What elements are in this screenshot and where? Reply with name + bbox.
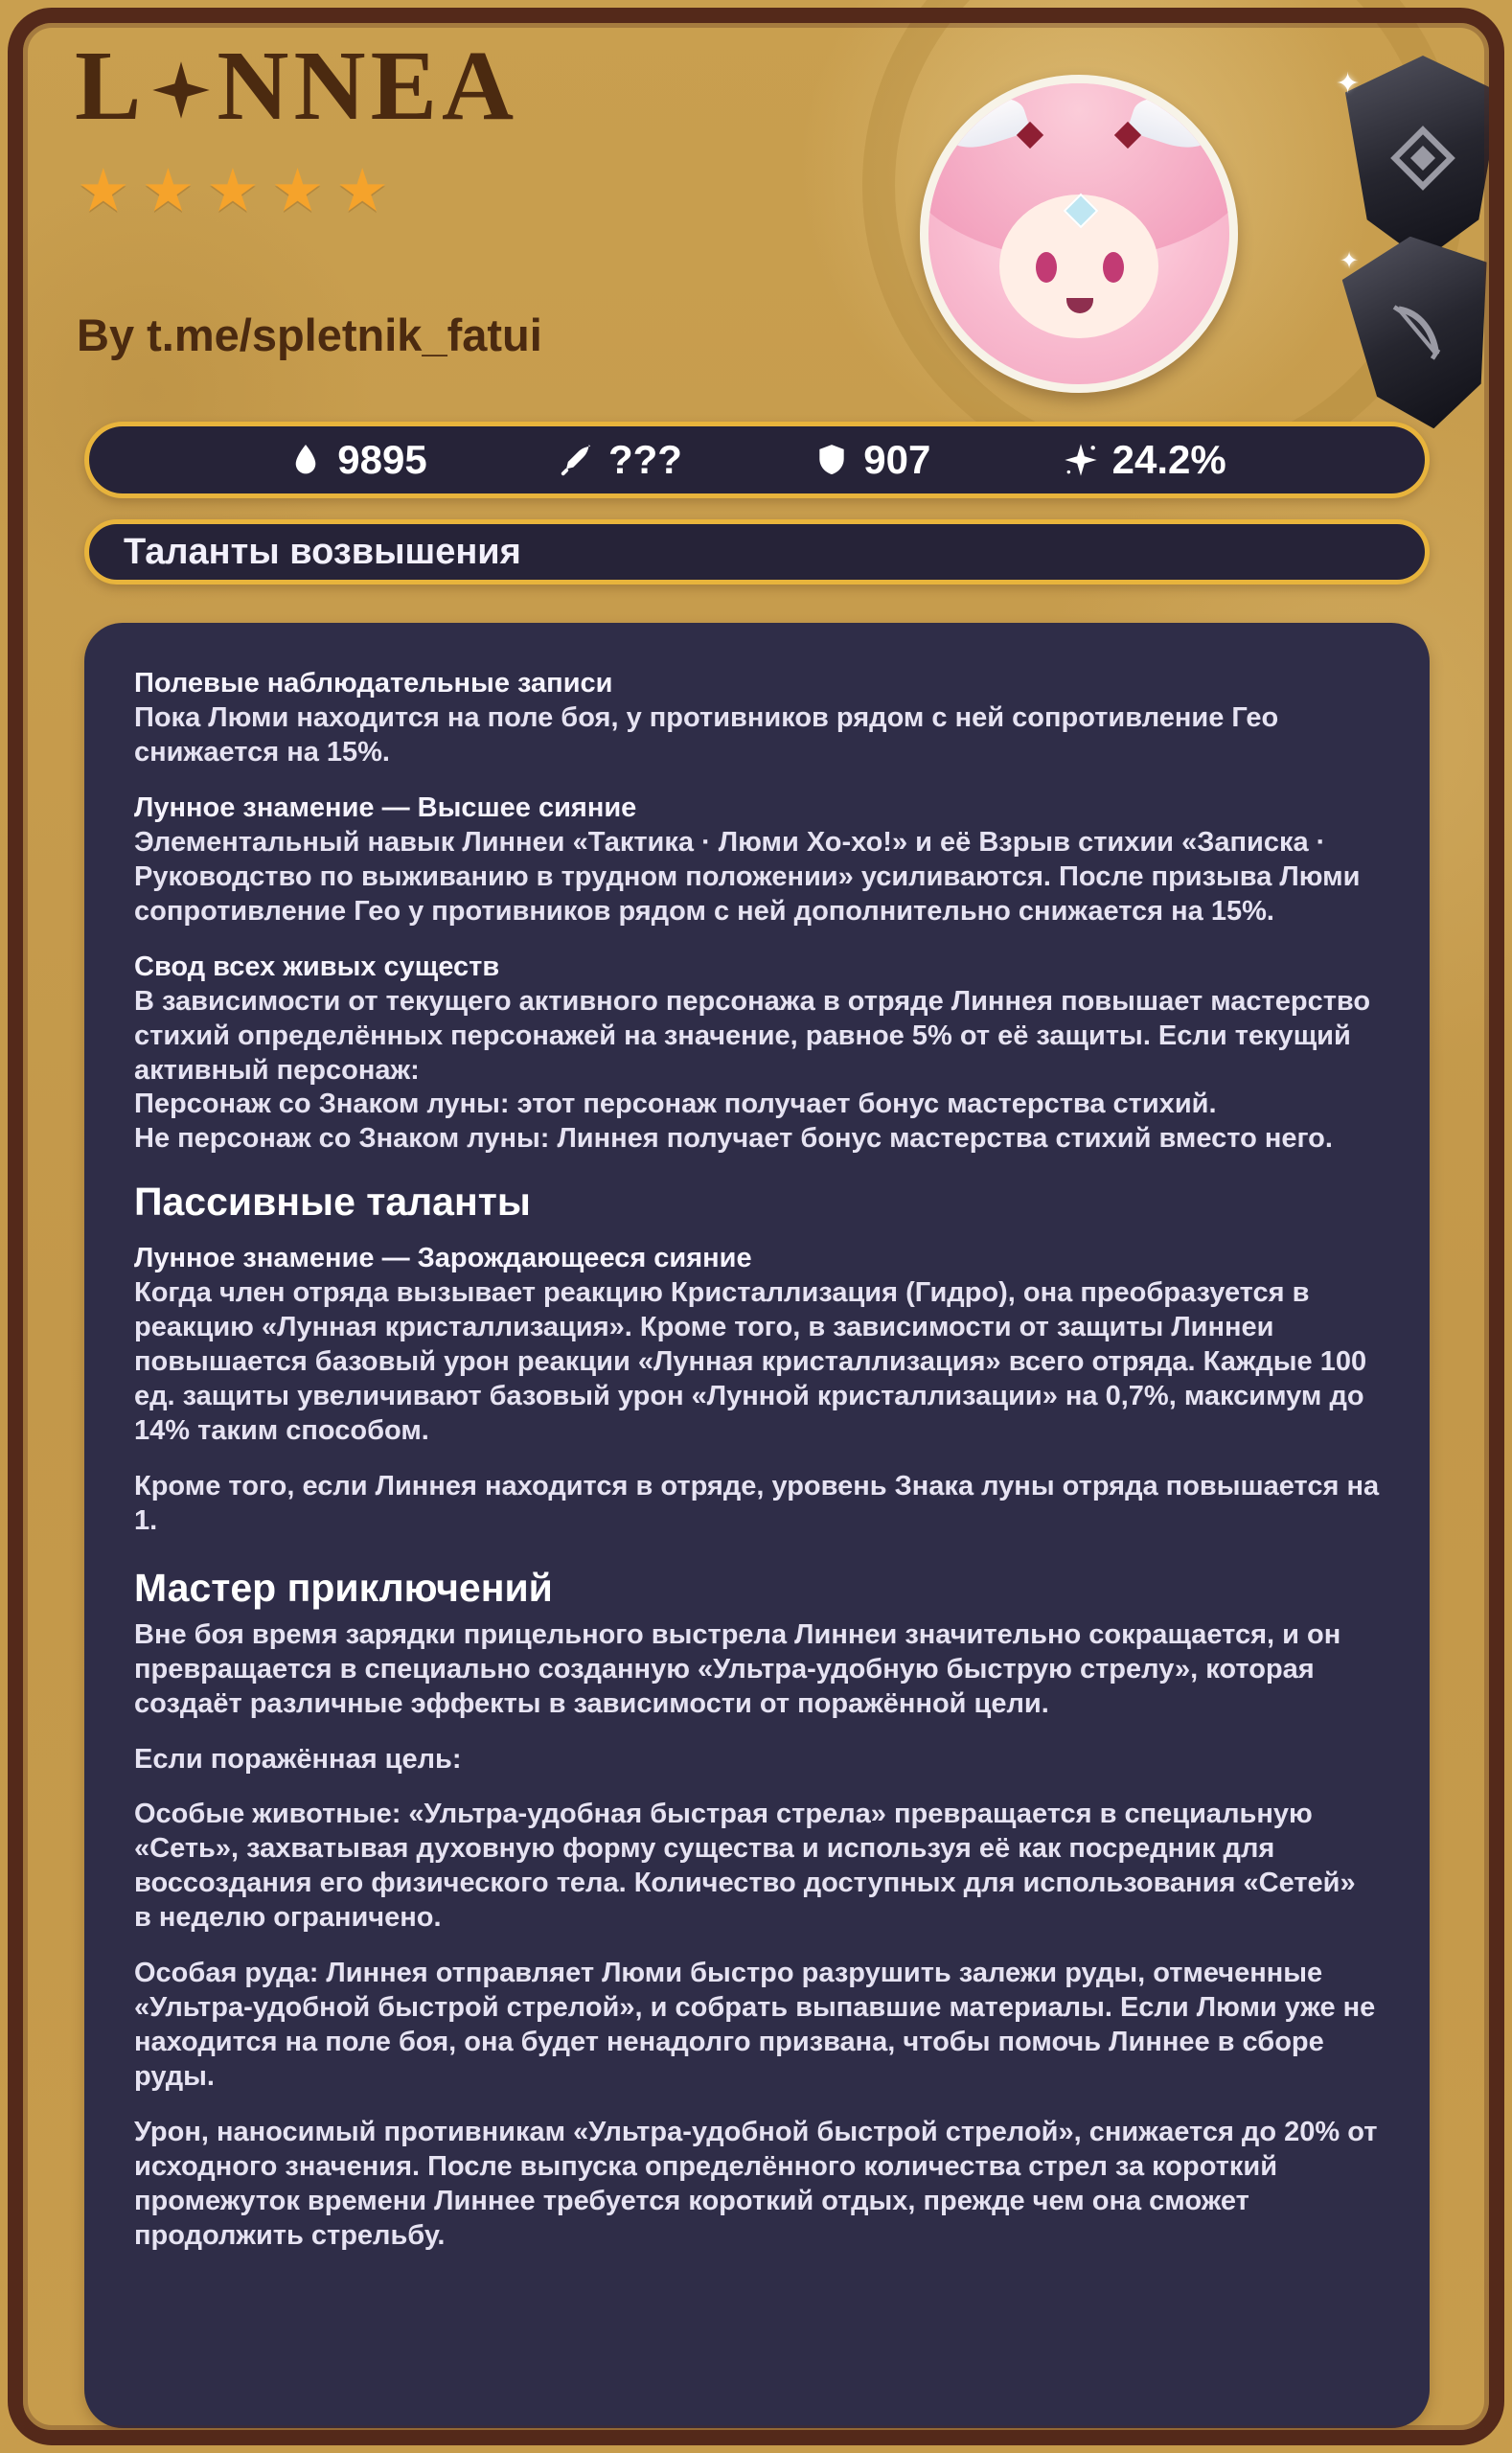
bow-weapon-icon bbox=[1384, 294, 1460, 371]
shield-icon bbox=[813, 442, 850, 478]
talent-block-codex bbox=[134, 951, 1380, 1158]
talent-title: Лунное знамение — Зарождающееся сияние bbox=[134, 1243, 752, 1274]
ascension-talents-label: Таланты возвышения bbox=[124, 531, 521, 572]
rarity-stars: ★★★★★ bbox=[77, 158, 401, 224]
talent-body: Если поражённая цель: bbox=[134, 1743, 462, 1775]
character-name-title bbox=[75, 29, 518, 143]
droplet-icon bbox=[287, 442, 324, 478]
talent-block-lunar-sign-nascent bbox=[134, 1242, 1380, 1449]
talent-block-moonsign-bonus bbox=[134, 1470, 1380, 1539]
talent-body-line: Персонаж со Знаком луны: этот персонаж получает бонус мастерства стихий. bbox=[134, 1089, 1217, 1120]
stat-crit-value: 24.2% bbox=[1111, 437, 1226, 482]
stats-bar bbox=[84, 422, 1430, 498]
talent-block-target-intro bbox=[134, 1743, 1380, 1777]
talent-block-special-ore bbox=[134, 1957, 1380, 2095]
talent-body-line: Не персонаж со Знаком луны: Линнея получает бонус мастерства стихий вместо него. bbox=[134, 1123, 1333, 1155]
talent-title: Полевые наблюдательные записи bbox=[134, 668, 613, 699]
stat-def-value: 907 bbox=[863, 437, 931, 482]
talent-block-lunar-sign-highest bbox=[134, 791, 1380, 929]
talent-block-aimed-shot bbox=[134, 1618, 1380, 1722]
talent-body: Особая руда: Линнея отправляет Люми быстро разрушить залежи руды, отмеченные «Ультра-удобной быстрой стрелой», и собрать выпавшие материалы. Если Люми уже не находится на поле боя, она будет ненадолго призвана, чтобы помочь Линнее в сборе руды. bbox=[134, 1958, 1376, 2093]
stat-crit bbox=[1063, 437, 1226, 483]
avatar-eye bbox=[1103, 252, 1124, 283]
talent-body: Особые животные: «Ультра-удобная быстрая стрела» превращается в специальную «Сеть», захватывая духовную форму существа и используя её как посредник для воссоздания его физического тела. Количество доступных для использования «Сетей» в неделю ограничено. bbox=[134, 1799, 1356, 1934]
geo-element-icon bbox=[1386, 121, 1460, 195]
talent-block-damage-note bbox=[134, 2116, 1380, 2254]
title-right-text: NNEA bbox=[217, 31, 519, 141]
talent-title: Лунное знамение — Высшее сияние bbox=[134, 791, 637, 823]
talent-body: В зависимости от текущего активного персонажа в отряде Линнея повышает мастерство стихий определённых персонажей на значение, равное 5% от её защиты. Если текущий активный персонаж: bbox=[134, 985, 1371, 1086]
four-point-star-icon bbox=[149, 58, 213, 122]
talent-body: Когда член отряда вызывает реакцию Кристаллизация (Гидро), она преобразуется в реакцию «Лунная кристаллизация». Кроме того, в зависимости от защиты Линнеи повышается базовый урон реакции «Лунная кристаллизация» всего отряда. Каждые 100 ед. защиты увеличивают базовый урон «Лунной кристаллизации» на 0,7%, максимум до 14% таким способом. bbox=[134, 1277, 1367, 1446]
talent-title: Свод всех живых существ bbox=[134, 951, 500, 982]
avatar bbox=[920, 75, 1238, 393]
talent-body: Кроме того, если Линнея находится в отряде, уровень Знака луны отряда повышается на 1. bbox=[134, 1470, 1380, 1536]
ascension-talents-pill bbox=[84, 519, 1430, 585]
sparkle-icon: ✦ bbox=[1340, 248, 1360, 274]
talent-block-special-animals bbox=[134, 1798, 1380, 1936]
stat-def bbox=[813, 437, 930, 483]
stat-hp-value: 9895 bbox=[337, 437, 427, 482]
talent-body: Пока Люми находится на поле боя, у противников рядом с ней сопротивление Гео снижается на 15%. bbox=[134, 701, 1279, 768]
section-header-adventure-master: Мастер приключений bbox=[134, 1565, 553, 1610]
sparkle-icon: ✦ bbox=[1336, 68, 1361, 100]
section-header-passive-talents: Пассивные таланты bbox=[134, 1180, 531, 1225]
byline-credit: By t.me/spletnik_fatui bbox=[77, 309, 542, 360]
stat-atk-value: ??? bbox=[608, 437, 682, 482]
talents-panel bbox=[84, 623, 1430, 2428]
stat-hp bbox=[287, 437, 426, 483]
talent-block-field-notes bbox=[134, 667, 1380, 770]
talent-body: Урон, наносимый противникам «Ультра-удобной быстрой стрелой», снижается до 20% от исходного значения. После выпуска определённого количества стрел за короткий промежуток времени Линнее требуется короткий отдых, прежде чем она сможет продолжить стрельбу. bbox=[134, 2117, 1378, 2251]
stat-atk bbox=[559, 437, 682, 483]
avatar-eye bbox=[1036, 252, 1057, 283]
talent-body: Элементальный навык Линнеи «Тактика · Люми Хо-хо!» и её Взрыв стихии «Записка · Руководство по выживанию в трудном положении» усиливаются. После призыва Люми сопротивление Гео у противников рядом с ней дополнительно снижается на 15%. bbox=[134, 826, 1361, 927]
crit-star-icon bbox=[1063, 442, 1099, 478]
title-left-text: L bbox=[75, 31, 147, 141]
sword-icon bbox=[559, 442, 595, 478]
talent-body: Вне боя время зарядки прицельного выстрела Линнеи значительно сокращается, и он превращается в специально созданную «Ультра-удобную быструю стрелу», которая создаёт различные эффекты в зависимости от поражённой цели. bbox=[134, 1618, 1341, 1719]
